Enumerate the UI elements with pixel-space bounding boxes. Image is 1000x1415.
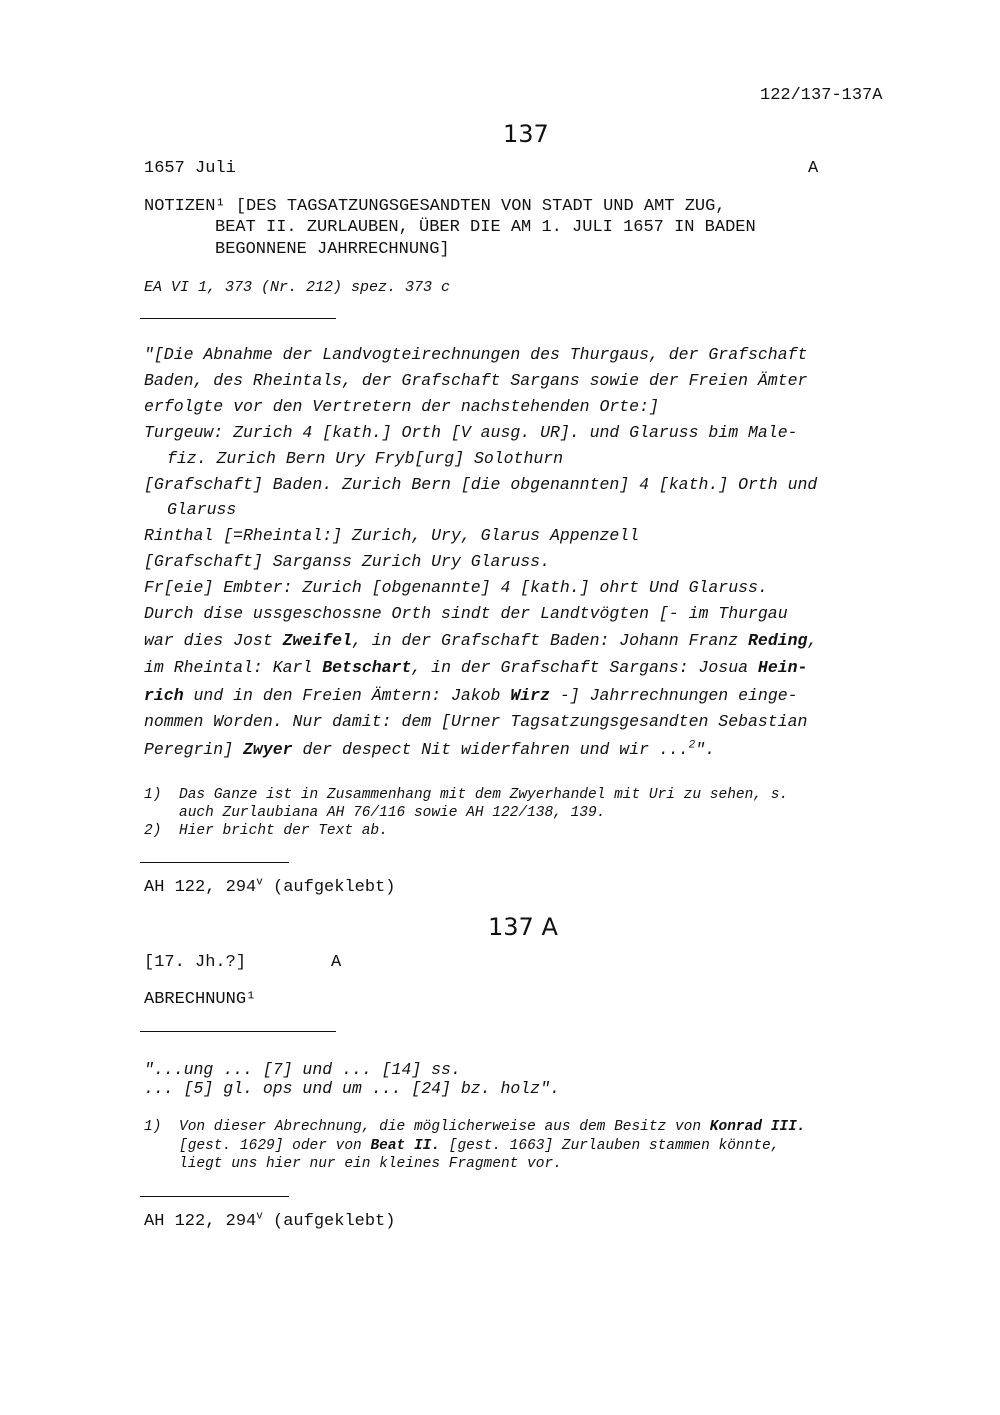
text-span: im Rheintal: Karl [144,658,323,677]
footnote-number: 1) [144,787,162,803]
text-span: [gest. 1629] oder von [179,1138,371,1154]
text-span: [gest. 1663] Zurlauben stammen könnte, [440,1138,780,1154]
text-line [144,658,807,678]
text-line: Durch dise ussgeschossne Orth sindt der Landtvögten [- im Thurgau [144,604,788,623]
text-span: , [807,631,818,650]
text-line [144,631,817,651]
footnote-text: liegt uns hier nur ein kleines Fragment vor. [179,1156,562,1172]
text-line: [Grafschaft] Baden. Zurich Bern [die obgenannten] 4 [kath.] Orth und [144,475,818,494]
text-line: fiz. Zurich Bern Ury Fryb[urg] Solothurn [167,449,564,468]
footnote-text: auch Zurlaubiana AH 76/116 sowie AH 122/138, 139. [179,805,606,821]
footnote-ref: 2 [688,739,696,752]
document-number: 137 A [488,913,558,941]
divider [140,1196,289,1197]
footnote-text: Das Ganze ist in Zusammenhang mit dem Zwyerhandel mit Uri zu sehen, s. [179,787,789,803]
archive-sup: v [256,1210,263,1223]
person-name: Konrad III. [709,1119,806,1135]
document-title: ABRECHNUNG¹ [144,990,257,1009]
text-span: Peregrin] [144,740,244,759]
text-line: Fr[eie] Embter: Zurich [obgenannte] 4 [kath.] ohrt Und Glaruss. [144,578,768,597]
divider [140,318,336,319]
text-line: Baden, des Rheintals, der Grafschaft Sargans sowie der Freien Ämter [144,371,808,390]
text-line: Glaruss [167,500,237,519]
text-line: Rinthal [=Rheintal:] Zurich, Ury, Glarus Appenzell [144,526,640,545]
text-span: , in der Grafschaft Sargans: Josua [411,658,758,677]
footnote-text: Hier bricht der Text ab. [179,823,388,839]
source-citation: EA VI 1, 373 (Nr. 212) spez. 373 c [144,279,451,296]
archive-reference [144,1212,395,1231]
archive-signature: AH 122, 294 [144,1212,257,1231]
footnote-text [179,1118,806,1136]
text-span: und in den Freien Ämtern: Jakob [183,686,511,705]
document-title-line: NOTIZEN¹ [DES TAGSATZUNGSGESANDTEN VON STADT UND AMT ZUG, [144,197,726,216]
archive-signature: AH 122, 294 [144,878,257,897]
divider [140,1031,336,1032]
text-span: ". [695,740,716,759]
document-date: 1657 Juli [144,159,236,178]
footnote-text [179,1137,779,1155]
person-name: Hein- [757,658,808,677]
footnote-number: 1) [144,1119,162,1135]
person-name: Betschart [322,658,412,677]
document-title-line: BEGONNENE JAHRRECHNUNG] [215,240,450,259]
text-line: nommen Worden. Nur damit: dem [Urner Tagsatzungsgesandten Sebastian [144,712,808,731]
text-line: [Grafschaft] Sarganss Zurich Ury Glaruss. [144,552,550,571]
text-line: Turgeuw: Zurich 4 [kath.] Orth [V ausg. UR]. und Glaruss bim Male- [144,423,798,442]
document-mark: A [331,953,342,972]
text-line: "...ung ... [7] und ... [14] ss. [144,1060,461,1079]
person-name: Reding [748,631,808,650]
person-name: rich [144,686,184,705]
text-line: "[Die Abnahme der Landvogteirechnungen des Thurgaus, der Grafschaft [144,345,808,364]
text-line: ... [5] gl. ops und um ... [24] bz. holz". [144,1079,560,1098]
document-date: [17. Jh.?] [144,953,247,972]
text-line [144,740,715,760]
document-number: 137 [503,120,549,148]
person-name: Beat II. [370,1138,441,1154]
archive-sup: v [256,876,263,889]
text-span: der despect Nit widerfahren und wir ... [292,740,689,759]
text-span: Von dieser Abrechnung, die möglicherweise aus dem Besitz von [179,1119,710,1135]
document-title-line: BEAT II. ZURLAUBEN, ÜBER DIE AM 1. JULI 1657 IN BADEN [215,218,756,237]
text-span: , in der Grafschaft Baden: Johann Franz [351,631,749,650]
text-line: erfolgte vor den Vertretern der nachstehenden Orte:] [144,397,659,416]
document-mark: A [808,159,819,178]
archive-note: (aufgeklebt) [262,1212,396,1231]
text-span: -] Jahrrechnungen einge- [549,686,798,705]
person-name: Wirz [510,686,550,705]
text-line [144,686,798,706]
person-name: Zwyer [243,740,293,759]
archive-note: (aufgeklebt) [262,878,396,897]
person-name: Zweifel [282,631,352,650]
text-span: war dies Jost [144,631,283,650]
archive-reference [144,878,395,897]
page-reference: 122/137-137A [760,86,883,105]
footnote-number: 2) [144,823,162,839]
divider [140,862,289,863]
